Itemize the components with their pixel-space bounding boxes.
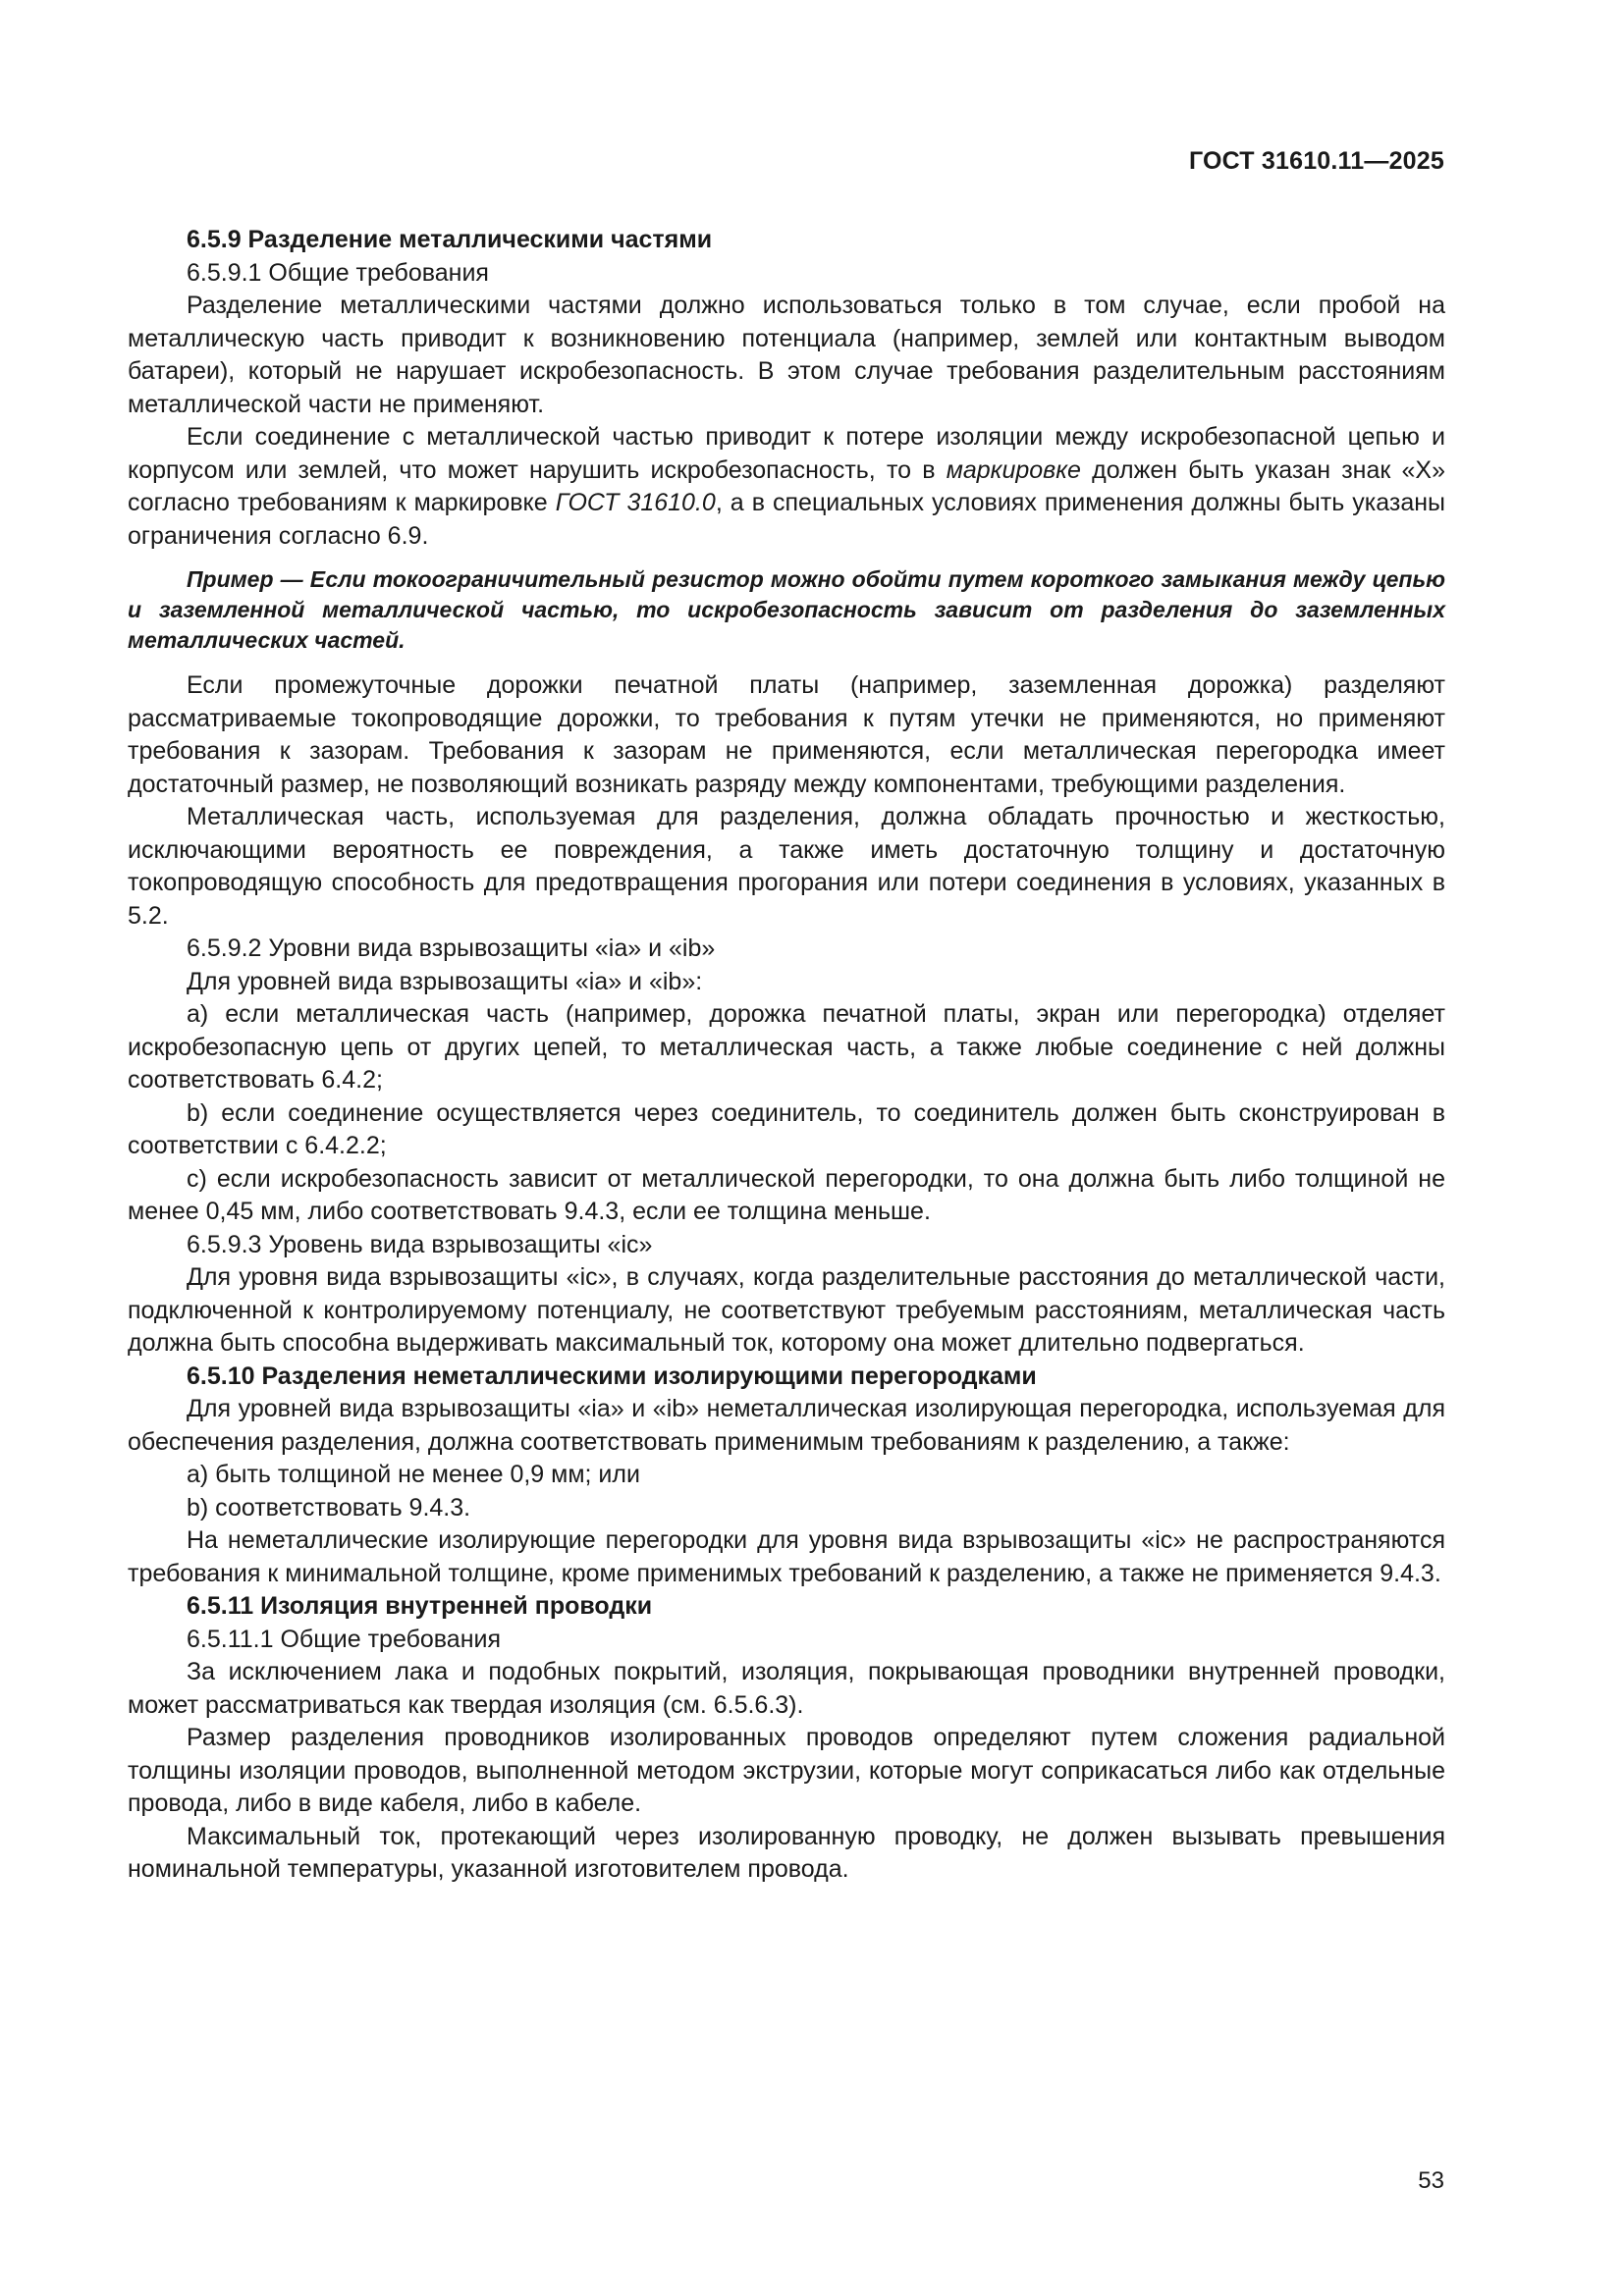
list-item: c) если искробезопасность зависит от металлической перегородки, то она должна быть либо толщиной не менее 0,45 мм, либо соответствовать 9.4.3, если ее толщина меньше. <box>128 1164 1445 1225</box>
paragraph: Максимальный ток, протекающий через изолированную проводку, не должен вызывать превышения номинальной температуры, указанной изготовителем провода. <box>128 1822 1445 1883</box>
example-note: Пример — Если токоограничительный резистор можно обойти путем короткого замыкания между цепью и заземленной металлической частью, то искробезопасность зависит от разделения до заземленных металлических частей. <box>128 566 1445 653</box>
document-header-id: ГОСТ 31610.11—2025 <box>1188 147 1444 175</box>
section-title-6-5-11: 6.5.11 Изоляция внутренней проводки <box>187 1592 653 1620</box>
list-item: b) если соединение осуществляется через соединитель, то соединитель должен быть сконструирован в соответствии с 6.4.2.2; <box>128 1098 1445 1159</box>
subsection-title-6-5-9-1: 6.5.9.1 Общие требования <box>187 258 489 287</box>
paragraph-text: , а в специальных условиях применения должны быть указаны ограничения согласно 6.9. <box>128 489 1445 550</box>
paragraph: Разделение металлическими частями должно использоваться только в том случае, если пробой на металлическую часть приводит к возникновению потенциала (например, землей или контактным выводом батареи), который не нарушает искробезопасность. В этом случае требования разделительным расстояниям металлической части не применяют. <box>128 292 1445 418</box>
list-item: a) если металлическая часть (например, дорожка печатной платы, экран или перегородка) отделяет искробезопасную цепь от других цепей, то металлическая часть, а также любые соединение с ней должны соответствовать 6.4.2; <box>128 1000 1445 1094</box>
page-body <box>128 224 1445 1887</box>
paragraph: Для уровней вида взрывозащиты «ia» и «ib»: <box>187 967 703 995</box>
emphasis-standard-ref: ГОСТ 31610.0 <box>555 489 716 516</box>
paragraph: Для уровня вида взрывозащиты «ic», в случаях, когда разделительные расстояния до металлической части, подключенной к контролируемому потенциалу, не соответствуют требуемым расстояниям, металлическая часть должна быть способна выдерживать максимальный ток, которому она может длительно подвергаться. <box>128 1263 1445 1357</box>
list-item: a) быть толщиной не менее 0,9 мм; или <box>187 1461 640 1488</box>
paragraph: Если промежуточные дорожки печатной платы (например, заземленная дорожка) разделяют рассматриваемые токопроводящие дорожки, то требования к путям утечки не применяются, но применяют требования к зазорам. Требования к зазорам не применяются, если металлическая перегородка имеет достаточный размер, не позволяющий возникать разряду между компонентами, требующими разделения. <box>128 671 1445 798</box>
page-number: 53 <box>1418 2167 1444 2194</box>
paragraph-text: Если соединение с металлической частью приводит к потере изоляции между искробезопасной цепью и корпусом или землей, что может нарушить искробезопасность, то в <box>128 423 1445 484</box>
subsection-title-6-5-11-1: 6.5.11.1 Общие требования <box>187 1625 502 1653</box>
paragraph-marking <box>128 421 1445 553</box>
section-title-6-5-10: 6.5.10 Разделения неметаллическими изолирующими перегородками <box>187 1362 1037 1390</box>
paragraph: Металлическая часть, используемая для разделения, должна обладать прочностью и жесткостью, исключающими вероятность ее повреждения, а также иметь достаточную толщину и достаточную токопроводящую способность для предотвращения прогорания или потери соединения в условиях, указанных в 5.2. <box>128 803 1445 930</box>
paragraph: Размер разделения проводников изолированных проводов определяют путем сложения радиальной толщины изоляции проводов, выполненной методом экструзии, которые могут соприкасаться либо как отдельные провода, либо в виде кабеля, либо в кабеле. <box>128 1724 1445 1817</box>
paragraph: За исключением лака и подобных покрытий, изоляция, покрывающая проводники внутренней проводки, может рассматриваться как твердая изоляция (см. 6.5.6.3). <box>128 1658 1445 1719</box>
paragraph: На неметаллические изолирующие перегородки для уровня вида взрывозащиты «ic» не распространяются требования к минимальной толщине, кроме применимых требований к разделению, а также не применяется 9.4.3. <box>128 1526 1445 1587</box>
subsection-title-6-5-9-3: 6.5.9.3 Уровень вида взрывозащиты «ic» <box>187 1230 653 1258</box>
paragraph-text: должен быть указан знак «X» согласно требованиям к маркировке <box>128 455 1445 516</box>
list-item: b) соответствовать 9.4.3. <box>187 1493 471 1522</box>
emphasis-marking: маркировке <box>946 455 1081 484</box>
paragraph: Для уровней вида взрывозащиты «ia» и «ib» неметаллическая изолирующая перегородка, используемая для обеспечения разделения, должна соответствовать применимым требованиям к разделению, а также: <box>128 1395 1445 1456</box>
section-title-6-5-9: 6.5.9 Разделение металлическими частями <box>187 226 713 253</box>
subsection-title-6-5-9-2: 6.5.9.2 Уровни вида взрывозащиты «ia» и «ib» <box>187 934 716 962</box>
